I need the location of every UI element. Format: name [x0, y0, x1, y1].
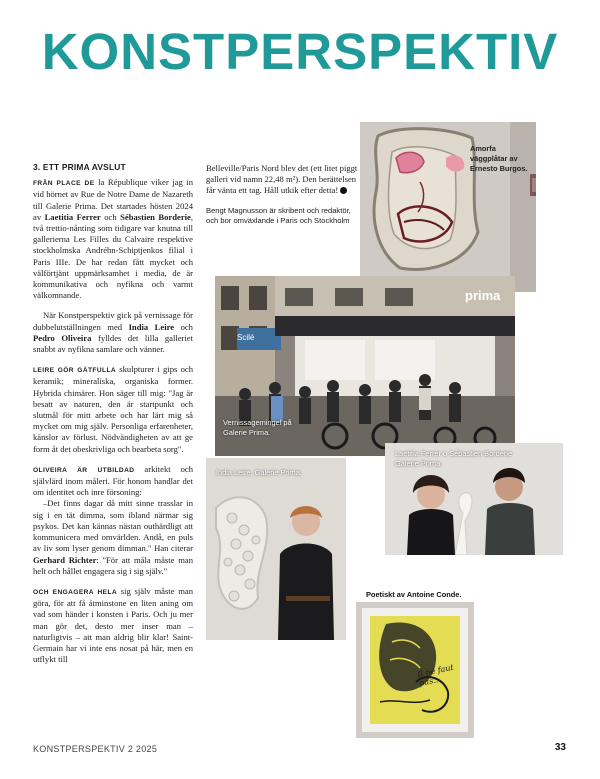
- text: arkitekt och självlärd inom måleri. För honom handlar det om identitet och inre försoning:: [33, 463, 194, 498]
- photo-wall-plates: [360, 122, 536, 292]
- text: När Konstperspektiv gick på vernissage för dubbelutställningen med: [33, 310, 193, 332]
- shop-sign: prima: [465, 288, 501, 303]
- photo-gallerists: [385, 443, 563, 555]
- paragraph-3: [33, 364, 193, 455]
- text: la République viker jag in vid hörnet av Rue de Notre Dame de Nazareth till Galerie Prima. Det startades hösten 2024 av: [33, 177, 193, 222]
- article-column-2: [206, 163, 358, 236]
- masthead-title: KONSTPERSPEKTIV: [41, 23, 559, 80]
- lead-in: FRÅN PLACE DE: [33, 180, 95, 188]
- name: Sébastien Borderie: [120, 211, 191, 222]
- end-mark-icon: [340, 187, 347, 194]
- article-column-1: [33, 162, 193, 674]
- section-heading: 3. ETT PRIMA AVSLUT: [33, 162, 126, 172]
- sculpture-portrait-illustration: [206, 458, 346, 640]
- caption-wall-plates: Amorfa väggplåtar av Ernesto Burgos.: [470, 144, 528, 173]
- lead-in: OLIVEIRA ÄR UTBILDAD: [33, 466, 135, 474]
- paragraph-7: [206, 163, 358, 197]
- painting-handwriting: Il ne faut pas...: [416, 662, 455, 688]
- store-sign: Scilé: [237, 333, 255, 342]
- paragraph-6: [33, 586, 193, 665]
- text: fylldes det lilla galleriet snabbt av nyfikna samlare och vänner.: [33, 332, 193, 355]
- text: –Det finns dagar då mitt sinne trasslar in sig i en tät dimma, som ibland närmar sig psykos. Det kan kännas nästan outhärdligt att kommunicera med omvärlden. Andå, en puls av liv som lyser genom dimman." Han citerar: [33, 498, 193, 554]
- caption-poetic: Poetiskt av Antoine Conde.: [366, 590, 462, 599]
- paragraph-5: [33, 498, 193, 576]
- photo-india-leire: [206, 458, 346, 640]
- paragraph-4: [33, 464, 193, 499]
- caption-gallerists: Laetitia Ferrer o Sébastien Borderie Galerie Prima.: [395, 449, 513, 468]
- paragraph-1: [33, 177, 193, 301]
- text: Belleville/Paris Nord blev det (ett litet piggt galleri vid namn 22,48 m²). Den berättelsen får vänta ett tag. Håll utkik efter detta!: [206, 163, 358, 196]
- paragraph-2: [33, 310, 193, 355]
- name: India Leire: [128, 321, 175, 332]
- page-number: 33: [554, 742, 566, 753]
- text: , två trettio-nånting som tidigare var knutna till gallerierna Les Filles du Calvaire respektive stockholmska Andréhn-Schiptjenkos filial i Paris IIIe. De har redan fått mycket och välförtjänt uppmärksamhet i media, de är kommunikativa och nyfikna och varmt välkomnande.: [33, 211, 193, 301]
- photo-painting: [356, 602, 474, 738]
- author-byline: Bengt Magnusson är skribent och redaktör, och bor omväxlande i Paris och Stockholm: [206, 205, 351, 226]
- text: och: [100, 211, 121, 222]
- text: och: [174, 321, 193, 332]
- name: Laetitia Ferrer: [44, 211, 101, 222]
- caption-india-leire: India Leire, Galerie Prima.: [216, 468, 302, 477]
- text: sig själv måste man göra, för att få åtminstone en liten aning om vad som händer i konsten i Paris. Och ju mer man gör det, desto mer inser man – naturligtvis – att man aldrig blir klar! Saint-Germain har vi inte ens nosat på här, men en utflykt till: [33, 585, 193, 665]
- caption-vernissage: Vernissagemingel på Galerie Prima.: [223, 418, 292, 437]
- name: Pedro Oliveira: [33, 332, 92, 343]
- text: skulpturer i gips och keramik; mineraliska, organiska former. Hybrida chimärer. Hon säger till mig: "Jag är besatt av naturen, den är startpunkt och slutmål för mitt arbete och har lärt mig så mycket om mig själv. Personliga erfarenheter, känslor av förlust. Nödvändigheten av att ge form åt det obeskrivliga och bearbeta sorg".: [33, 364, 193, 454]
- photo-vernissage: [215, 276, 515, 456]
- lead-in: LEIRE GÖR GÄTFULLA: [33, 367, 117, 375]
- text: : "För att måla måste man helt och hållet engagera sig i sig själv.": [33, 554, 193, 576]
- footer-publication: KONSTPERSPEKTIV 2 2025: [33, 744, 158, 754]
- name: Gerhard Richter: [33, 554, 97, 565]
- lead-in: OCH ENGAGERA HELA: [33, 588, 118, 596]
